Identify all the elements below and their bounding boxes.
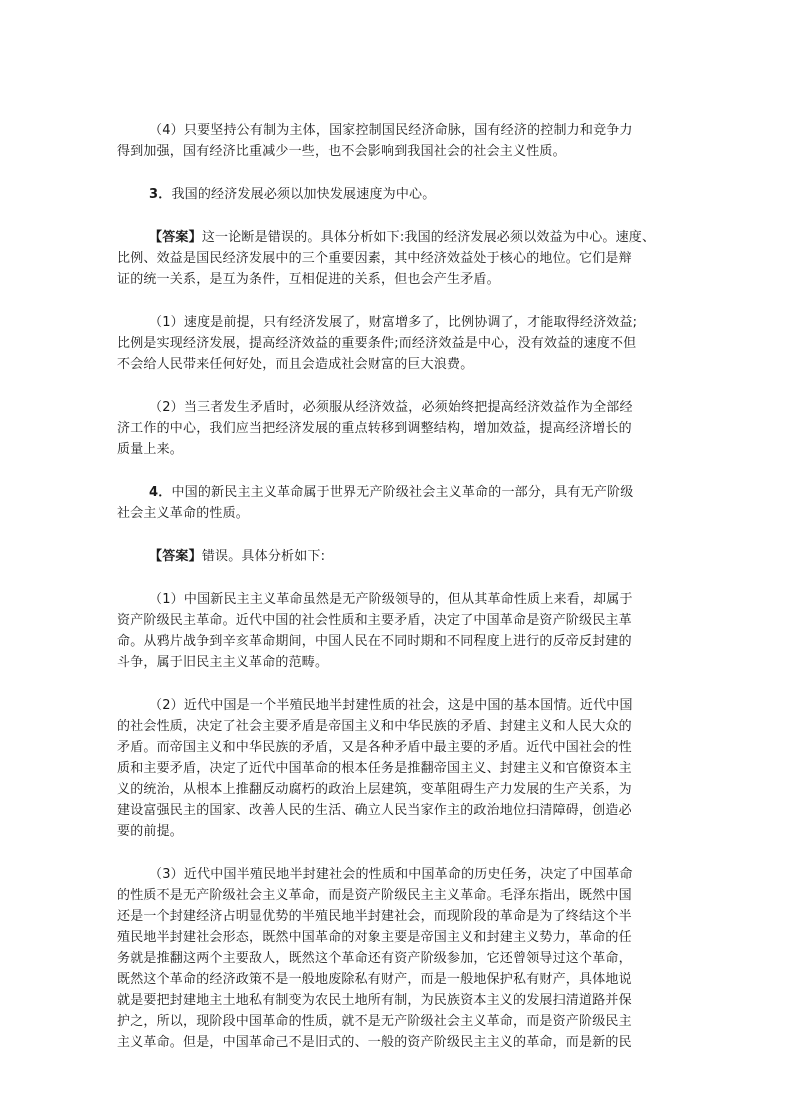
text-line: 不会给人民带来任何好处，而且会造成社会财富的巨大浪费。 — [117, 357, 474, 372]
text-line: 质和主要矛盾，决定了近代中国革命的根本任务是推翻帝国主义、封建主义和官僚资本主 — [117, 761, 632, 776]
answer-text: 错误。具体分析如下: — [201, 549, 326, 564]
text-line — [117, 482, 677, 503]
question-number: 3． — [149, 187, 172, 202]
answer-4-point-3 — [117, 864, 677, 1053]
text-line: 就是要把封建地主土地私有制变为农民土地所有制，为民族资本主义的发展扫清道路并保 — [117, 993, 632, 1008]
document-page — [117, 120, 677, 1075]
answer-label: 【答案】 — [149, 230, 202, 245]
question-text: 我国的经济发展必须以加快发展速度为中心。 — [171, 187, 436, 202]
text-line: （2）当三者发生矛盾时，必须服从经济效益，必须始终把提高经济效益作为全部经 — [149, 400, 633, 415]
text-line: 既然这个革命的经济政策不是一般地废除私有财产，而是一般地保护私有财产，具体地说 — [117, 972, 632, 987]
text-line: 证的统一关系，是互为条件，互相促进的关系，但也会产生矛盾。 — [117, 272, 500, 287]
answer-text: 这一论断是错误的。具体分析如下:我国的经济发展必须以效益为中心。速度、 — [201, 230, 656, 245]
answer-4 — [117, 546, 677, 567]
text-line: 主义革命。但是，中国革命己不是旧式的、一般的资产阶级民主主义的革命，而是新的民 — [117, 1035, 632, 1050]
answer-4-point-1 — [117, 589, 677, 673]
text-line: （2）近代中国是一个半殖民地半封建性质的社会，这是中国的基本国情。近代中国 — [149, 698, 633, 713]
text-line: 资产阶级民主革命。近代中国的社会性质和主要矛盾，决定了中国革命是资产阶级民主革 — [117, 613, 632, 628]
text-line: 斗争，属于旧民主主义革命的范畴。 — [117, 655, 329, 670]
text-line: 护之，所以，现阶段中国革命的性质，就不是无产阶级社会主义革命，而是资产阶级民主 — [117, 1014, 632, 1029]
text-line: 殖民地半封建社会形态，既然中国革命的对象主要是帝国主义和封建主义势力，革命的任 — [117, 930, 632, 945]
text-line: 的性质不是无产阶级社会主义革命，而是资产阶级民主主义革命。毛泽东指出，既然中国 — [117, 888, 632, 903]
text-line — [117, 546, 677, 567]
answer-3-point-2 — [117, 397, 677, 460]
text-line — [117, 184, 677, 205]
answer-3-point-1 — [117, 312, 677, 375]
question-3 — [117, 184, 677, 205]
text-line: 命。从鸦片战争到辛亥革命期间，中国人民在不同时期和不同程度上进行的反帝反封建的 — [117, 634, 632, 649]
question-number: 4． — [149, 485, 172, 500]
paragraph-nature-of-state-economy — [117, 120, 677, 162]
text-line — [117, 227, 677, 248]
text-line: （1）速度是前提，只有经济发展了，财富增多了，比例协调了，才能取得经济效益; — [149, 315, 638, 330]
text-line: （3）近代中国半殖民地半封建社会的性质和中国革命的历史任务，决定了中国革命 — [149, 867, 633, 882]
text-line: （1）中国新民主主义革命虽然是无产阶级领导的，但从其革命性质上来看，却属于 — [149, 592, 633, 607]
text-line: 要的前提。 — [117, 824, 184, 839]
text-line: 的社会性质，决定了社会主要矛盾是帝国主义和中华民族的矛盾、封建主义和人民大众的 — [117, 719, 632, 734]
question-4 — [117, 482, 677, 524]
text-line: 建设富强民主的国家、改善人民的生活、确立人民当家作主的政治地位扫清障碍，创造必 — [117, 803, 632, 818]
answer-3 — [117, 227, 677, 290]
text-line: 质量上来。 — [117, 442, 184, 457]
answer-4-point-2 — [117, 695, 677, 842]
text-line: 社会主义革命的性质。 — [117, 506, 250, 521]
text-line: 矛盾。而帝国主义和中华民族的矛盾，又是各种矛盾中最主要的矛盾。近代中国社会的性 — [117, 740, 632, 755]
text-line: 还是一个封建经济占明显优势的半殖民地半封建社会，而现阶段的革命是为了终结这个半 — [117, 909, 632, 924]
text-line: 义的统治，从根本上推翻反动腐朽的政治上层建筑，变革阻碍生产力发展的生产关系，为 — [117, 782, 632, 797]
text-line: 比例、效益是国民经济发展中的三个重要因素，其中经济效益处于核心的地位。它们是辩 — [117, 251, 632, 266]
text-line: 得到加强，国有经济比重减少一些，也不会影响到我国社会的社会主义性质。 — [117, 144, 566, 159]
answer-label: 【答案】 — [149, 549, 202, 564]
text-line: 务就是推翻这两个主要敌人，既然这个革命还有资产阶级参加，它还曾领导过这个革命， — [117, 951, 632, 966]
text-line: 比例是实现经济发展，提高经济效益的重要条件;而经济效益是中心，没有效益的速度不但 — [117, 336, 637, 351]
question-text: 中国的新民主主义革命属于世界无产阶级社会主义革命的一部分，具有无产阶级 — [171, 485, 634, 500]
text-line: （4）只要坚持公有制为主体，国家控制国民经济命脉，国有经济的控制力和竞争力 — [149, 123, 633, 138]
text-line: 济工作的中心，我们应当把经济发展的重点转移到调整结构，增加效益，提高经济增长的 — [117, 421, 632, 436]
